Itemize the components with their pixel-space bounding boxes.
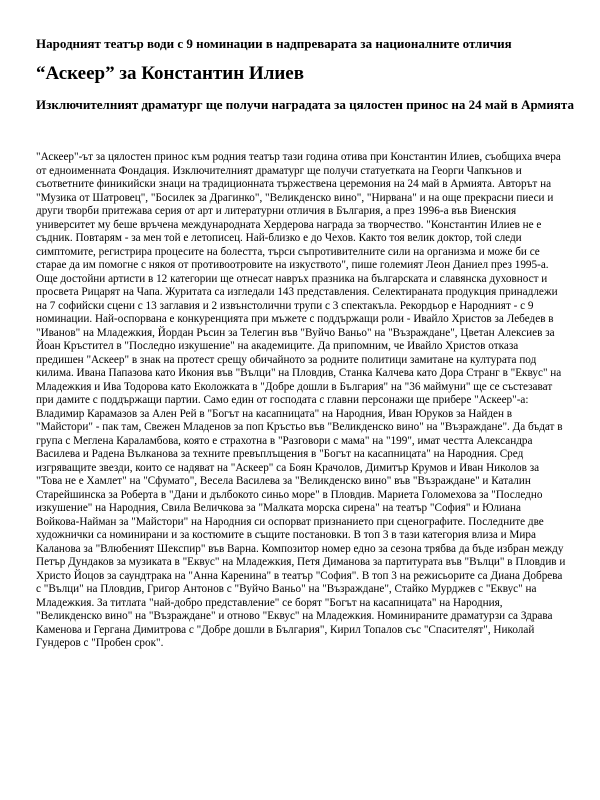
article-headline: “Аскеер” за Константин Илиев <box>36 63 305 84</box>
article-paragraph-2: Още достойни артисти в 12 категории ще отнесат навръх празника на българската и славянска духовност и просвета Рицарят на Чапа. Журитата са изгледали 143 представления. Селектираната продукция принадлежи на 7 софийски сцени с 13 заглавия и 2 извънстолични трупи с 3 спектакъла. Рекордьор е Народният - с 9 номинации. Най-оспорвана е конкуренцията при мъжете с поддържащи роли - Ивайло Христов за Лебедев в "Иванов" на Младежкия, Йордан Ръсин за Телегин във "Вуйчо Ваньо" на "Възраждане", Цветан Алексиев за Йоан Кръстител в "Последно изкушение" на академиците. Да припомним, че Ивайло Христов отказа предишен "Аскеер" в знак на протест срещу обичайното за родните политици замитане на културата под килима. Ивана Папазова като Икония във "Вълци" на Пловдив, Станка Калчева като Дора Странг в "Еквус" на Младежкия и Ива Тодорова като Еколожката в "Добре дошли в България" на "36 маймуни" ще се състезават при дамите с поддържащи партии. Само един от господата с главни персонажи ще прибере "Аскеер"-а: Владимир Карамазов за Ален Рей в "Богът на касапницата" на Народния, Иван Юруков за Найден в "Майстори" - пак там, Свежен Младенов за поп Кръстьо във "Великденско вино" на "Възраждане". Да бъдат в група с Меглена Караламбова, която е страхотна в "Разговори с мама" на "199", имат честта Александра Василева и Радена Вълканова за техните превъплъщения в "Богът на касапницата" на Народния. Сред изгряващите звезди, които се надяват на "Аскеер" са Боян Крачолов, Димитър Крумов и Иван Николов за "Това не е Хамлет" на "Сфумато", Весела Василева за "Великденско вино" във "Възраждане" и Каталин Старейшинска за Роберта в "Дани и дълбокото синьо море" в Пловдив. Мариета Голомехова за "Последно изкушение" на Народния, Свила Величкова за "Малката морска сирена" на театър "София" и Юлиана Войкова-Найман за "Майстори" на Народния си оспорват признанието при сценографите. Последните две художнички са номинирани и за костюмите в същите постановки. В топ 3 в тази категория влиза и Мира Каланова за "Влюбеният Шекспир" във Варна. Композитор номер едно за сезона трябва да бъде избран между Петър Дундаков за музиката в "Еквус" на Младежкия, Петя Диманова за партитурата във "Вълци" в Пловдив и Христо Йоцов за саундтрака на "Анна Каренина" в театър "София". В топ 3 на режисьорите са Диана Добрева с "Вълци" на Пловдив, Григор Антонов с "Вуйчо Ваньо" на "Възраждане", Стайко Мурджев с "Еквус" на Младежкия. За титлата "най-добро представление" се борят "Богът на касапницата" на Народния, "Великденско вино" на "Възраждане" и отново "Еквус" на Младежкия. Номинираните драматурзи са Здрава Каменова и Гергана Димитрова с "Добре дошли в България", Кирил Топалов със "Спасителят", Николай Гундеров с "Пробен срок". <box>36 272 566 649</box>
article-body <box>36 151 566 651</box>
article-kicker: Народният театър води с 9 номинации в надпреварата за националните отличия <box>36 36 512 51</box>
article-subheadline: Изключителният драматург ще получи наградата за цялостен принос на 24 май в Армията <box>36 97 574 112</box>
article-paragraph-1: "Аскеер"-ът за цялостен принос към родния театър тази година отива при Константин Илиев, съобщиха вчера от едноименната Фондация. Изключителният драматург ще получи статуетката на Георги Чапкънов и съответните финикийски знаци на традиционната тържествена церемония на 24 май в Армията. Авторът на "Музика от Шатровец", "Босилек за Драгинко", "Великденско вино", "Нирвана" и на още прекрасни пиеси и други творби притежава серия от арт и литературни отличия в България, а през 1996-а във Виенския университет му беше връчена международната Хердерова награда за творчество. "Константин Илиев не е съдник. Повтарям - за мен той е летописец. Най-близко е до Чехов. Както тоя велик доктор, той следи симптомите, регистрира процесите на болестта, търси съпротивителните сили на организма и може би се старае да им помогне с някоя от противоотровите на изкуството", пише големият Леон Даниел през 1995-а. <box>36 151 561 271</box>
